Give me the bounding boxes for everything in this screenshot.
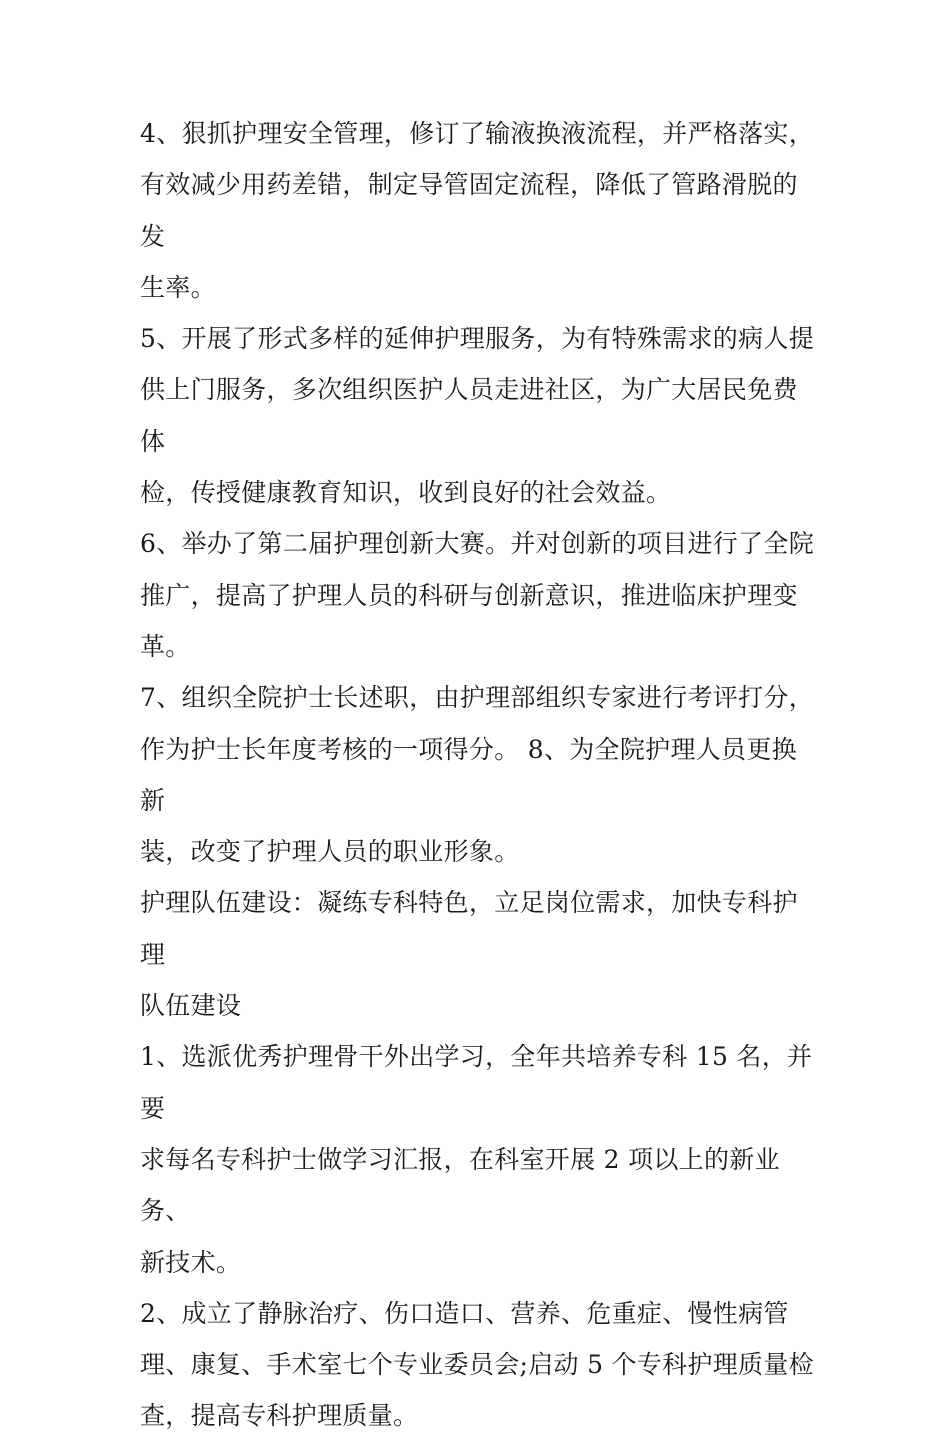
text-line: 供上门服务，多次组织医护人员走进社区，为广大居民免费体 xyxy=(140,375,798,456)
text-line: 革。 xyxy=(140,631,191,661)
text-line: 查，提高专科护理质量。 xyxy=(140,1401,419,1431)
section-heading-team-building xyxy=(140,877,820,1031)
text-line: 理、康复、手术室七个专业委员会;启动 5 个专科护理质量检 xyxy=(140,1350,814,1380)
paragraph-team-item-1 xyxy=(140,1031,820,1287)
paragraph-item-6 xyxy=(140,518,820,672)
text-line: 2、成立了静脉治疗、伤口造口、营养、危重症、慢性病管 xyxy=(140,1298,789,1328)
text-line: 1、选派优秀护理骨干外出学习，全年共培养专科 15 名，并要 xyxy=(140,1042,813,1123)
text-line: 新技术。 xyxy=(140,1247,242,1277)
paragraph-item-7-8 xyxy=(140,672,820,877)
text-line: 求每名专科护士做学习汇报，在科室开展 2 项以上的新业务、 xyxy=(140,1144,780,1226)
text-line: 6、举办了第二届护理创新大赛。并对创新的项目进行了全院 xyxy=(140,529,815,559)
text-line: 护理队伍建设：凝练专科特色，立足岗位需求，加快专科护理 xyxy=(140,888,798,969)
text-line: 有效减少用药差错，制定导管固定流程，降低了管路滑脱的发 xyxy=(140,170,798,251)
paragraph-team-item-2 xyxy=(140,1288,820,1442)
document-body xyxy=(140,108,820,1442)
text-line: 7、组织全院护士长述职，由护理部组织专家进行考评打分， xyxy=(140,683,815,713)
text-line: 5、开展了形式多样的延伸护理服务，为有特殊需求的病人提 xyxy=(140,324,815,354)
text-line: 队伍建设 xyxy=(140,991,242,1021)
paragraph-item-4 xyxy=(140,108,820,313)
text-line: 作为护士长年度考核的一项得分。 8、为全院护理人员更换新 xyxy=(140,734,797,815)
text-line: 4、狠抓护理安全管理，修订了输液换液流程，并严格落实， xyxy=(140,119,815,148)
text-line: 检，传授健康教育知识，收到良好的社会效益。 xyxy=(140,478,672,508)
text-line: 推广，提高了护理人员的科研与创新意识，推进临床护理变 xyxy=(140,580,798,610)
paragraph-item-5 xyxy=(140,313,820,518)
text-line: 生率。 xyxy=(140,272,216,302)
text-line: 装，改变了护理人员的职业形象。 xyxy=(140,837,520,867)
